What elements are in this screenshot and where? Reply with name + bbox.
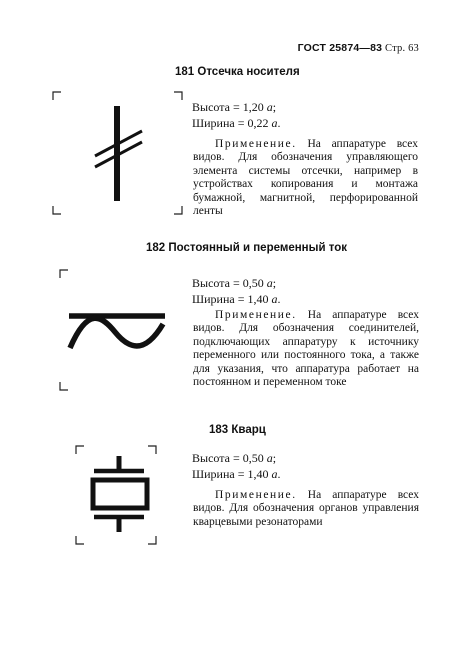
crystal-body xyxy=(93,480,147,508)
spec-183 xyxy=(192,451,280,482)
tape-cutoff-symbol xyxy=(45,88,190,218)
application-label: Применение. xyxy=(215,489,297,501)
quartz-crystal-symbol xyxy=(68,442,168,548)
frame-corner-marks xyxy=(60,270,68,390)
height-spec: Высота = 0,50 а; xyxy=(192,276,277,290)
application-181 xyxy=(193,138,418,218)
section-title-181: 181 Отсечка носителя xyxy=(175,66,300,78)
page-number: Стр. 63 xyxy=(385,43,419,54)
spec-182 xyxy=(192,276,280,307)
application-label: Применение. xyxy=(215,138,297,150)
height-spec: Высота = 1,20 а; xyxy=(192,100,277,114)
width-spec: Ширина = 0,22 а. xyxy=(192,115,281,130)
section-title-182: 182 Постоянный и переменный ток xyxy=(146,242,347,254)
width-spec: Ширина = 1,40 а. xyxy=(192,466,281,481)
spec-181 xyxy=(192,100,280,131)
application-text: На аппаратуре всех видов. Для обозначения органов управления кварцевыми резонаторами xyxy=(193,489,419,528)
application-text: На аппаратуре всех видов. Для обозначения управляющего элемента системы отсечки, например в устройствах копирования и монтажа бумажной, магнитной, перфорированной ленты xyxy=(193,138,419,218)
ac-wave xyxy=(70,318,163,348)
width-spec: Ширина = 1,40 а. xyxy=(192,291,281,306)
application-label: Применение. xyxy=(215,309,297,321)
height-spec: Высота = 0,50 а; xyxy=(192,451,277,465)
frame-corner-marks xyxy=(76,446,156,544)
page-header xyxy=(298,42,419,54)
application-182 xyxy=(193,309,419,389)
ac-dc-symbol xyxy=(52,266,177,394)
application-text: На аппаратуре всех видов. Для обозначения соединителей, подключающих аппаратуру к источнику переменного или постоянного тока, а также для указания, что аппаратура работает на постоянном и переменном токе xyxy=(193,309,419,389)
standard-number: ГОСТ 25874—83 xyxy=(297,42,383,54)
application-183 xyxy=(193,489,419,529)
section-title-183: 183 Кварц xyxy=(209,424,266,436)
